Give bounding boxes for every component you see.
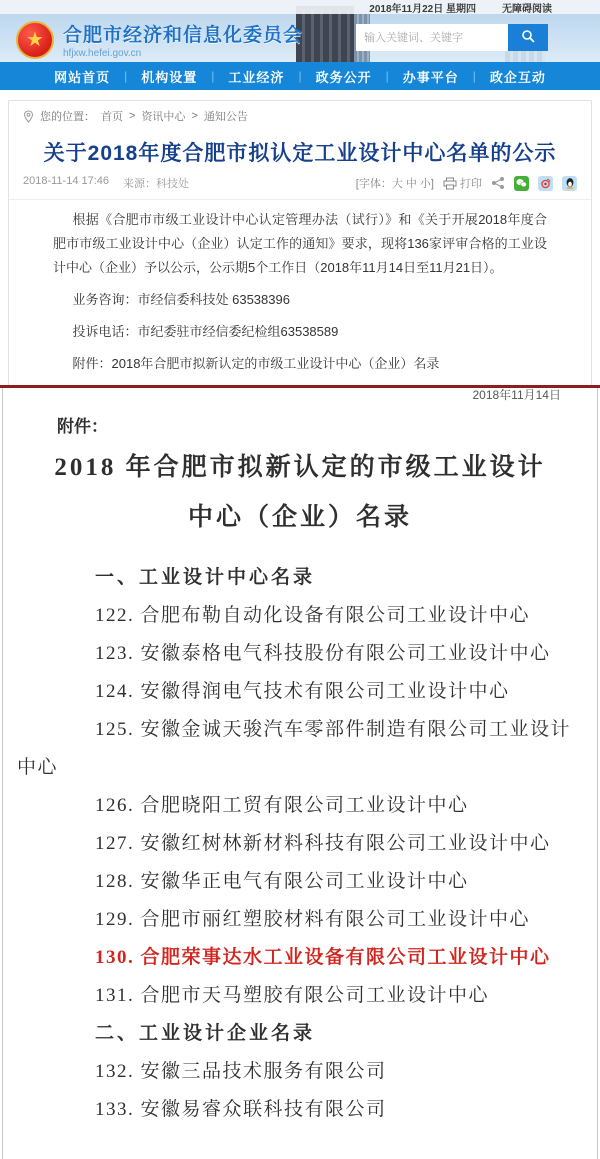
- font-size-control[interactable]: [字体：大 中 小]: [355, 178, 434, 190]
- section-heading-enterprises: 二、工业设计企业名录: [95, 1023, 316, 1044]
- search-input[interactable]: [356, 24, 508, 51]
- attachment-title-line1: 2018 年合肥市拟新认定的市级工业设计: [54, 454, 546, 481]
- search-button[interactable]: [508, 24, 548, 51]
- nav-item-home[interactable]: 网站首页: [54, 69, 111, 85]
- list-item: 125. 安徽金诚天骏汽车零部件制造有限公司工业设计中心: [17, 719, 572, 778]
- building-photo: [296, 6, 354, 62]
- list-item: 128. 安徽华正电气有限公司工业设计中心: [95, 871, 469, 892]
- breadcrumb-separator: >: [129, 110, 136, 122]
- weibo-share-icon[interactable]: [538, 176, 553, 191]
- article-title: 关于2018年度合肥市拟认定工业设计中心名单的公示: [43, 142, 557, 165]
- design-center-list: [17, 559, 583, 1129]
- article-sign-date: 2018年11月14日: [472, 388, 561, 402]
- print-label: 打印: [460, 178, 482, 190]
- site-header: [0, 0, 600, 62]
- site-logo[interactable]: [16, 20, 303, 59]
- list-item-highlighted: 130. 合肥荣事达水工业设备有限公司工业设计中心: [95, 947, 551, 968]
- list-item: 129. 合肥市丽红塑胶材料有限公司工业设计中心: [95, 909, 531, 930]
- printer-icon: [443, 177, 457, 190]
- attachment-title-line2: 中心（企业）名录: [187, 504, 412, 531]
- location-pin-icon: [23, 110, 34, 123]
- list-item: 122. 合肥布勒自动化设备有限公司工业设计中心: [95, 605, 531, 626]
- article-card: [8, 100, 592, 402]
- breadcrumb-separator: >: [191, 110, 198, 122]
- wechat-share-icon[interactable]: [514, 176, 529, 191]
- main-nav: [0, 62, 600, 90]
- print-button[interactable]: [443, 175, 482, 191]
- article-meta-bar: [9, 171, 591, 200]
- publish-datetime: 2018-11-14 17:46: [23, 175, 110, 187]
- qq-share-icon[interactable]: [562, 176, 577, 191]
- section-heading-centers: 一、工业设计中心名录: [95, 567, 316, 588]
- site-url: hfjxw.hefei.gov.cn: [63, 48, 142, 59]
- breadcrumb-home[interactable]: 首页: [101, 111, 123, 123]
- accessibility-link[interactable]: 无障碍阅读: [502, 3, 552, 15]
- nav-item-org[interactable]: 机构设置: [141, 69, 198, 85]
- attachment-document: [2, 388, 598, 1159]
- search-icon: [521, 29, 535, 46]
- nav-item-interact[interactable]: 政企互动: [489, 69, 546, 85]
- contact-complaint-line: 投诉电话：市纪委驻市经信委纪检组63538589: [72, 324, 339, 339]
- list-item: 131. 合肥市天马塑胶有限公司工业设计中心: [95, 985, 490, 1006]
- national-emblem-icon: ★: [16, 21, 54, 59]
- breadcrumb-news-center[interactable]: 资讯中心: [141, 111, 186, 123]
- site-title: 合肥市经济和信息化委员会: [63, 25, 304, 46]
- share-icon[interactable]: [491, 176, 505, 190]
- site-search: [356, 24, 548, 51]
- article-paragraph: 根据《合肥市市级工业设计中心认定管理办法（试行）》和《关于开展2018年度合肥市市级工业设计中心（企业）认定工作的通知》要求，现将136家评审合格的工业设计中心（企业）予以公示，公示期5个工作日（2018年11月14日至11月21日）。: [53, 212, 547, 275]
- attachment-label: 附件：: [57, 417, 108, 436]
- nav-separator: |: [472, 69, 476, 83]
- nav-separator: |: [124, 69, 128, 83]
- nav-separator: |: [385, 69, 389, 83]
- top-utility-bar: [0, 0, 600, 14]
- breadcrumb-prefix: 您的位置：: [40, 111, 95, 123]
- breadcrumb-notices[interactable]: 通知公告: [203, 111, 248, 123]
- nav-item-service[interactable]: 办事平台: [402, 69, 459, 85]
- list-item: 123. 安徽泰格电气科技股份有限公司工业设计中心: [95, 643, 551, 664]
- attachment-title: [17, 443, 583, 543]
- breadcrumb: [9, 101, 591, 129]
- article-body: [9, 200, 591, 376]
- list-item: 124. 安徽得润电气技术有限公司工业设计中心: [95, 681, 510, 702]
- attachment-link-line[interactable]: 附件：2018年合肥市拟新认定的市级工业设计中心（企业）名录: [72, 356, 440, 371]
- list-item: 127. 安徽红树林新材料科技有限公司工业设计中心: [95, 833, 551, 854]
- list-item: 132. 安徽三品技术服务有限公司: [95, 1061, 387, 1082]
- current-date: 2018年11月22日 星期四: [369, 3, 476, 15]
- list-item: 126. 合肥晓阳工贸有限公司工业设计中心: [95, 795, 469, 816]
- nav-item-gov-info[interactable]: 政务公开: [315, 69, 372, 85]
- contact-business-line: 业务咨询：市经信委科技处 63538396: [72, 292, 290, 307]
- nav-separator: |: [298, 69, 302, 83]
- list-item: 133. 安徽易睿众联科技有限公司: [95, 1099, 387, 1120]
- nav-item-industry[interactable]: 工业经济: [228, 69, 285, 85]
- article-source: 来源：科技处: [123, 178, 190, 190]
- nav-separator: |: [211, 69, 215, 83]
